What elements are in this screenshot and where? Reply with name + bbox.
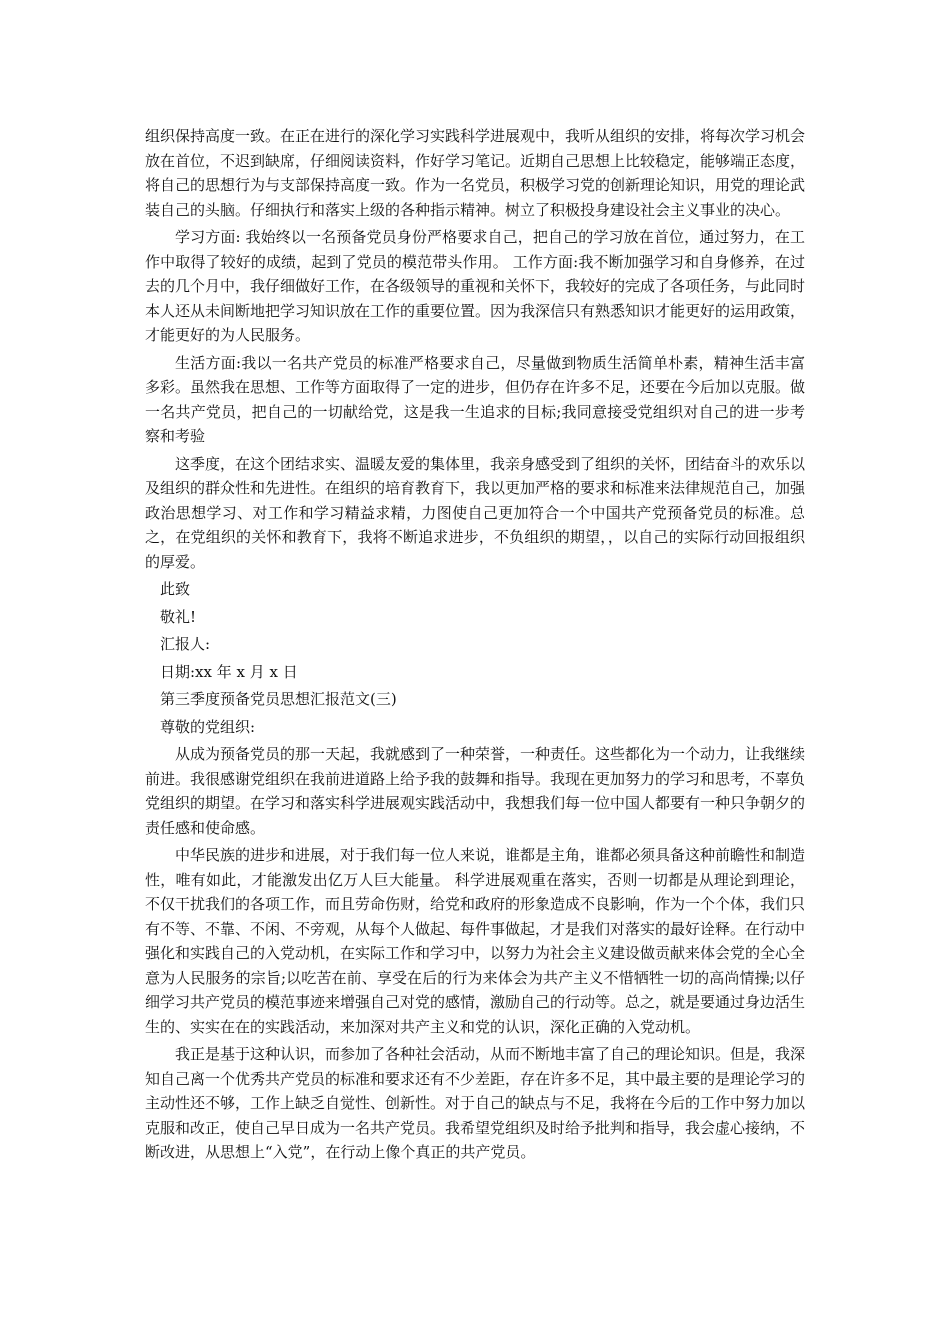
paragraph-conclusion: 我正是基于这种认识，而参加了各种社会活动，从而不断地丰富了自己的理论知识。但是，我深知自己离一个优秀共产党员的标准和要求还有不少差距，存在许多不足，其中最主要的是理论学习的主动性还不够，工作上缺乏自觉性、创新性。对于自己的缺点与不足，我将在今后的工作中努力加以克服和改正，使自己早日成为一名共产党员。我希望党组织及时给予批判和指导，我会虚心接纳，不断改进，从思想上“入党”，在行动上像个真正的共产党员。 <box>145 1045 806 1161</box>
closing-salutation: 此致 <box>160 580 191 598</box>
greeting: 尊敬的党组织: <box>160 717 256 736</box>
section-title: 第三季度预备党员思想汇报范文(三) <box>160 690 397 708</box>
paragraph-intro: 从成为预备党员的那一天起，我就感到了一种荣誉，一种责任。这些都化为一个动力，让我继续前进。我很感谢党组织在我前进道路上给予我的鼓舞和指导。我现在更加努力的学习和思考，不辜负党组织的期望。在学习和落实科学进展观实践活动中，我想我们每一位中国人都要有一种只争朝夕的责任感和使命感。 <box>145 745 806 837</box>
paragraph-life: 生活方面:我以一名共产党员的标准严格要求自己，尽量做到物质生活简单朴素，精神生活丰富多彩。虽然我在思想、工作等方面取得了一定的进步，但仍存在许多不足，还要在今后加以克服。做一名共产党员，把自己的一切献给党，这是我一生追求的目标;我同意接受党组织对自己的进一步考察和考验 <box>145 353 806 445</box>
paragraph-study: 学习方面: 我始终以一名预备党员身份严格要求自己，把自己的学习放在首位，通过努力，在工作中取得了较好的成绩，起到了党员的模范带头作用。 工作方面:我不断加强学习和自身修养，在过去的几个月中，我仔细做好工作，在各级领导的重视和关怀下，我较好的完成了各项任务，与此同时本人还从未间断地把学习知识放在工作的重要位置。因为我深信只有熟悉知识才能更好的运用政策，才能更好的为人民服务。 <box>145 228 806 344</box>
reporter-label: 汇报人: <box>160 635 211 653</box>
closing-regards: 敬礼! <box>160 607 197 626</box>
paragraph-development: 中华民族的进步和进展，对于我们每一位人来说，谁都是主角，谁都必须具备这种前瞻性和制造性，唯有如此，才能激发出亿万人巨大能量。 科学进展观重在落实，否则一切都是从理论到理论，不仅干扰我们的各项工作，而且劳命伤财，给党和政府的形象造成不良影响，作为一个个体，我们只有不等、不靠、不闲、不旁观，从每个人做起、每件事做起，才是我们对落实的最好诠释。在行动中强化和实践自己的入党动机，在实际工作和学习中，以努力为社会主义建设做贡献来体会党的全心全意为人民服务的宗旨;以吃苦在前、享受在后的行为来体会为共产主义不惜牺牲一切的高尚情操;以仔细学习共产党员的模范事迹来增强自己对党的感情，激励自己的行动等。总之，就是要通过身边活生生的、实实在在的实践活动，来加深对共产主义和党的认识，深化正确的入党动机。 <box>145 846 806 1036</box>
paragraph-continued: 组织保持高度一致。在正在进行的深化学习实践科学进展观中，我听从组织的安排，将每次学习机会放在首位，不迟到缺席，仔细阅读资料，作好学习笔记。近期自己思想上比较稳定，能够端正态度，将自己的思想行为与支部保持高度一致。作为一名党员，积极学习党的创新理论知识，用党的理论武装自己的头脑。仔细执行和落实上级的各种指示精神。树立了积极投身建设社会主义事业的决心。 <box>145 127 806 219</box>
date-line: 日期:xx 年 x 月 x 日 <box>160 662 298 681</box>
document-page <box>145 124 805 1168</box>
paragraph-quarter: 这季度，在这个团结求实、温暖友爱的集体里，我亲身感受到了组织的关怀，团结奋斗的欢乐以及组织的群众性和先进性。在组织的培育教育下，我以更加严格的要求和标准来法律规范自己，加强政治思想学习、对工作和学习精益求精，力图使自己更加符合一个中国共产党预备党员的标准。总之，在党组织的关怀和教育下，我将不断追求进步，不负组织的期望，，以自己的实际行动回报组织的厚爱。 <box>145 454 806 571</box>
